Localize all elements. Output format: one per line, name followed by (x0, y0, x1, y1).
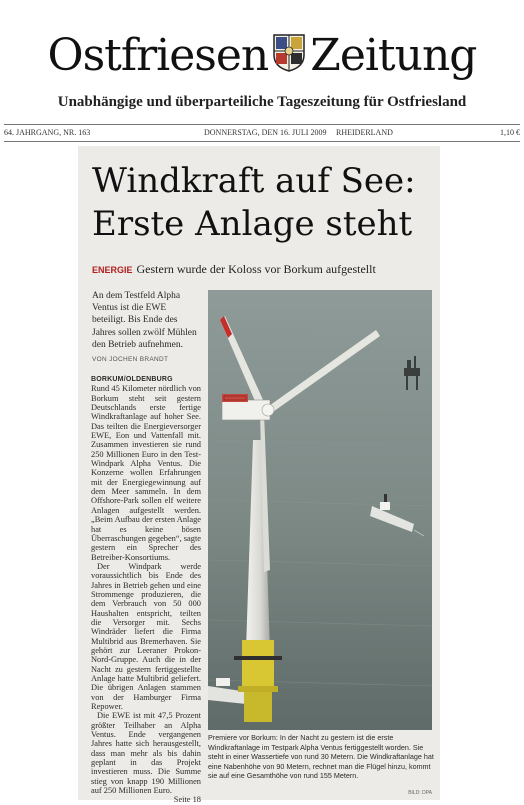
page-reference: Seite 18 (173, 795, 201, 805)
article-paragraph-2: Der Windpark werde voraussichtlich bis Ende des Jahres in Betrieb gehen und eine Strommenge produzieren, die dem Verbrauch von 50 000 Haushalten entspricht, teilten die Versorger mit. Sechs Windräder liefert die Firma Multibrid aus Bremerhaven. Sie gehört zur Leeraner Prokon-Nord-Gruppe. Auch die in der Nacht zu gestern fertiggestellte Anlage hatte Multibrid geliefert. Die übrigen Anlagen stammen von der Hamburger Firma Repower. (91, 561, 201, 712)
topic-kicker: ENERGIE (92, 265, 133, 275)
photo-credit: BILD: DPA (408, 790, 432, 796)
masthead-tagline: Unabhängige und überparteiliche Tageszeitung für Ostfriesland (57, 94, 467, 110)
article-paragraph-3: Die EWE ist mit 47,5 Prozent größter Teilhaber an Alpha Ventus. Ende vergangenen Jahres hatte sich herausgestellt, dass man mehr als bis dahin geplant in das Projekt investieren muss. Die Summe stieg von knapp 190 Millionen auf 250 Millionen Euro. (91, 711, 201, 796)
article-body (91, 374, 201, 805)
article-dateline: BORKUM/OLDENBURG (91, 376, 173, 383)
article-byline: VON JOCHEN BRANDT (92, 356, 169, 363)
issue-info-bar (4, 124, 520, 142)
article-headline (92, 160, 432, 246)
newspaper-masthead (0, 30, 524, 82)
issue-number: 64. JAHRGANG, NR. 163 (4, 128, 91, 137)
subhead-text: Gestern wurde der Koloss vor Borkum aufgestellt (136, 262, 376, 276)
article-paragraph-3-wrap (91, 711, 201, 804)
wind-turbine-photo (208, 290, 432, 730)
headline-line-2: Erste Anlage steht (92, 204, 413, 244)
masthead-word-left: Ostfriesen (47, 30, 269, 81)
article-intro: An dem Testfeld Alpha Ventus ist die EWE beteiligt. Bis Ende des Jahres sollen zwölf Mühlen den Betrieb aufnehmen. (92, 291, 197, 350)
masthead-word-right: Zeitung (310, 30, 477, 81)
edition-name: RHEIDERLAND (336, 128, 393, 137)
issue-date: DONNERSTAG, DEN 16. JULI 2009 (204, 128, 327, 137)
photo-caption: Premiere vor Borkum: In der Nacht zu gestern ist die erste Windkraftanlage im Testpark Alpha Ventus fertiggestellt worden. Sie steht in einer Wassertiefe von rund 30 Metern. Die Windkraftanlage hat eine Nabenhöhe von 90 Metern, rechnet man die Flügel hinzu, kommt sie auf eine Gesamthöhe von rund 155 Metern. (208, 733, 434, 781)
article-subhead (92, 262, 432, 277)
article-paragraph-1: Rund 45 Kilometer nördlich von Borkum steht seit gestern Deutschlands erste fertige Windkraftanlage auf hoher See. Das teilten die Energieversorger EWE, Eon und Vattenfall mit. Zusammen investieren sie rund 250 Millionen Euro in den Test-Windpark Alpha Ventus. Die Konzerne wollen Erfahrungen mit der Energiegewinnung auf dem Meer sammeln. In dem Offshore-Park sollen elf weitere Anlagen aufgestellt werden. „Beim Aufbau der ersten Anlage hat es keine bösen Überraschungen gegeben“, sagte gestern ein Sprecher des Betreiber-Konsortiums. (91, 384, 201, 562)
issue-price: 1,10 € (500, 128, 520, 137)
coat-of-arms-icon (272, 33, 306, 73)
headline-line-1: Windkraft auf See: (92, 161, 416, 201)
